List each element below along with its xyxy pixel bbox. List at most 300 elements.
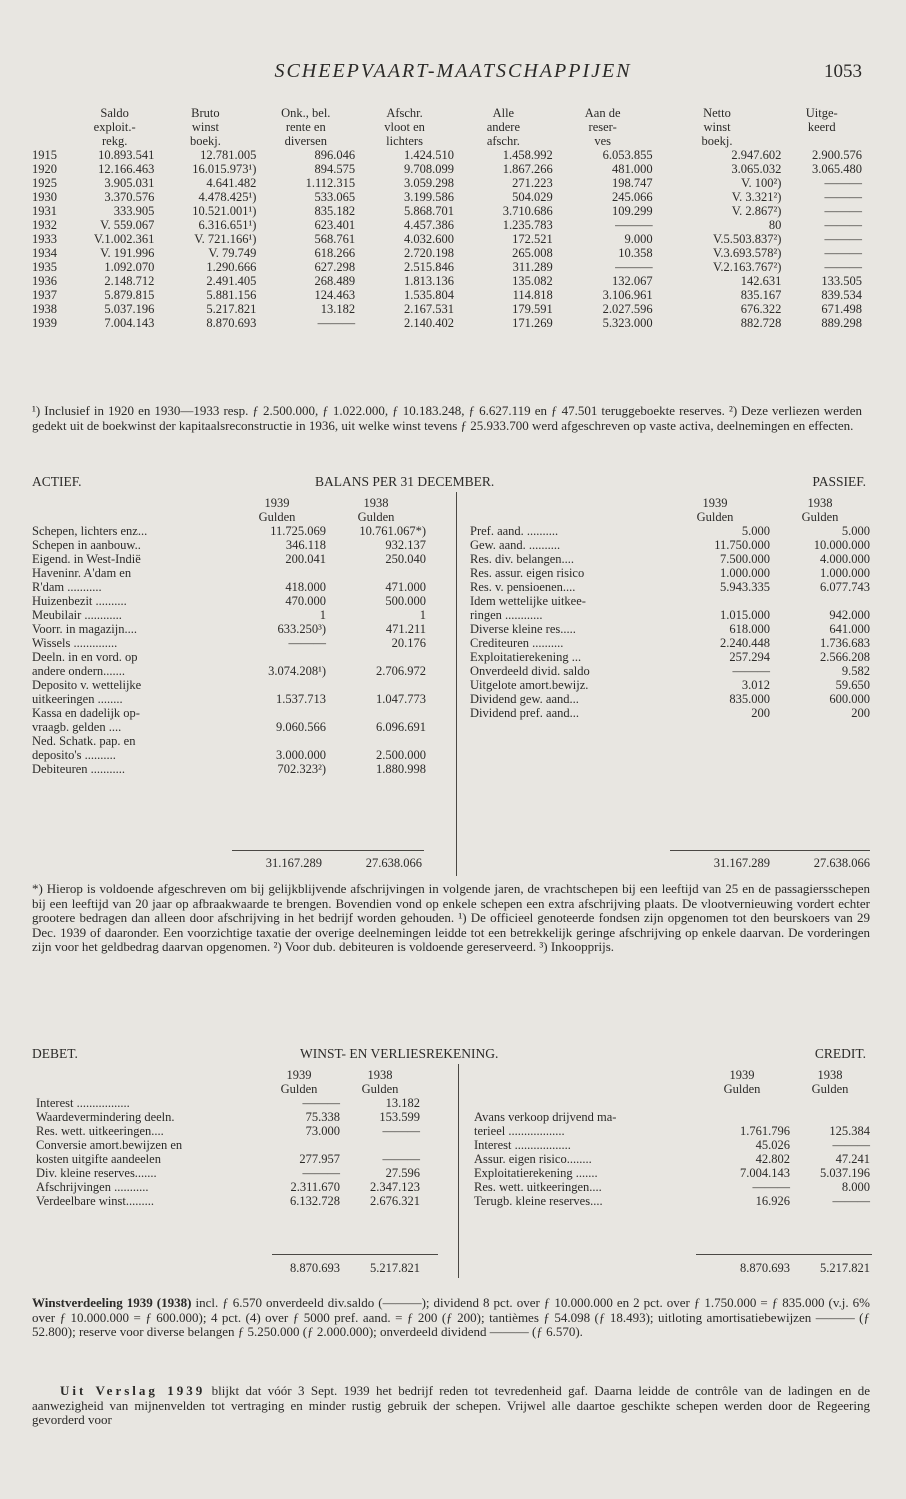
- credit-table: [474, 1068, 870, 1208]
- year-cell: 1934: [32, 246, 57, 260]
- value-cell: V. 2.867²): [731, 204, 782, 218]
- item-label: Ned. Schatk. pap. en: [32, 734, 136, 748]
- value-1939: [228, 706, 326, 720]
- col-year-1939: 1939: [286, 1068, 312, 1082]
- value-1938: 250.040: [385, 552, 426, 566]
- value-cell: 80: [768, 218, 782, 232]
- item-label: Idem wettelijke uitkee-: [470, 594, 586, 608]
- value-cell: 2.900.576: [812, 148, 862, 162]
- value-1938: 932.137: [385, 538, 426, 552]
- balance-footnote: *) Hierop is voldoende afgeschreven om bij gelijkblijvende afschrijvingen in volgende jaren, de vrachtschepen bij een leeftijd van 25 en de passagiersschepen bij een leeftijd van 20 jaar op afbraakwaarde te brengen. Bovendien vond op enkele schepen een extra afschrijving plaats. De vlootvernieuwing vordert echter grootere bedragen dan alleen door afschrijving in het bedrijf worden gehouden. ¹) De officieel genoteerde fondsen zijn opgenomen tot den beurskoers van 29 Dec. 1939 of daaronder. Een voorzichtige taxatie der overige deelnemingen leidde tot een betrekkelijk geringe afschrijving op enkele daarvan. De vorderingen zijn voor het geldbedrag daarvan opgenomen. ²) Voor dub. debiteuren is voldoende gereserveerd. ³) Inkoopprijs.: [32, 881, 870, 955]
- value-cell: 16.015.973¹): [192, 162, 257, 176]
- table-row: [32, 524, 426, 538]
- item-label: Eigend. in West-Indië: [32, 552, 141, 566]
- value-1939: 1.015.000: [720, 608, 770, 622]
- value-1938: ———: [382, 1124, 420, 1138]
- value-cell: 311.289: [512, 260, 553, 274]
- value-cell: 5.217.821: [206, 302, 257, 316]
- table-row: [470, 538, 870, 552]
- value-cell: 10.521.001¹): [192, 204, 257, 218]
- value-1939: 200.041: [285, 552, 326, 566]
- credit-total-1939: 8.870.693: [740, 1261, 790, 1275]
- value-cell: V. 191.996: [100, 246, 155, 260]
- value-1939: [228, 678, 326, 692]
- table-row: [474, 1124, 870, 1138]
- value-1939: 45.026: [755, 1138, 790, 1152]
- table-row: [36, 1124, 420, 1138]
- value-1938: [770, 594, 870, 608]
- value-1939: 2.240.448: [720, 636, 770, 650]
- value-cell: ———: [824, 190, 862, 204]
- value-1938: 1.000.000: [820, 566, 870, 580]
- table-row: [470, 692, 870, 706]
- item-label: Dividend gew. aand...: [470, 692, 579, 706]
- value-cell: 12.781.005: [200, 148, 257, 162]
- item-label: Interest .................: [36, 1096, 130, 1110]
- value-1939: 16.926: [755, 1194, 790, 1208]
- value-cell: 1.867.266: [502, 162, 553, 176]
- value-cell: 1.535.804: [403, 288, 454, 302]
- column-header: rekg.: [101, 134, 128, 148]
- table-row: [32, 204, 862, 218]
- value-cell: 504.029: [512, 190, 553, 204]
- value-1938: 4.000.000: [820, 552, 870, 566]
- column-header: Uitge-: [805, 106, 838, 120]
- item-label: Pref. aand. ..........: [470, 524, 559, 538]
- value-1938: 20.176: [391, 636, 426, 650]
- table-row: [474, 1166, 870, 1180]
- table-row: [32, 162, 862, 176]
- table-row: [32, 650, 426, 664]
- table-row: [32, 552, 426, 566]
- stats-header-row: [32, 134, 862, 148]
- value-cell: 2.167.531: [403, 302, 454, 316]
- table-row: [32, 734, 426, 748]
- value-cell: 889.298: [821, 316, 862, 330]
- table-row: [470, 650, 870, 664]
- table-row: [32, 274, 862, 288]
- column-header: boekj.: [189, 134, 221, 148]
- value-1939: 9.060.566: [276, 720, 326, 734]
- value-1939: 42.802: [755, 1152, 790, 1166]
- stats-header-row: [32, 106, 862, 120]
- value-cell: 172.521: [512, 232, 553, 246]
- value-cell: 7.004.143: [104, 316, 155, 330]
- item-label: ringen ............: [470, 608, 543, 622]
- value-1939: 277.957: [299, 1152, 340, 1166]
- value-1939: 11.750.000: [714, 538, 770, 552]
- value-cell: 5.323.000: [602, 316, 653, 330]
- table-row: [36, 1110, 420, 1124]
- item-label: Res. div. belangen....: [470, 552, 575, 566]
- actief-table: [32, 496, 426, 776]
- table-row: [32, 232, 862, 246]
- value-cell: 4.478.425¹): [198, 190, 257, 204]
- value-1938: 27.596: [385, 1166, 420, 1180]
- value-cell: 676.322: [740, 302, 782, 316]
- value-1938: 471.211: [385, 622, 426, 636]
- value-cell: 1.092.070: [104, 260, 155, 274]
- value-cell: 568.761: [314, 232, 356, 246]
- table-row: [32, 176, 862, 190]
- value-1938: ———: [832, 1194, 870, 1208]
- value-cell: V.2.163.767²): [712, 260, 782, 274]
- item-label: Res. assur. eigen risico: [470, 566, 585, 580]
- year-cell: 1930: [32, 190, 57, 204]
- debet-total-1938: 5.217.821: [370, 1261, 420, 1275]
- item-label: deposito's ..........: [32, 748, 116, 762]
- actief-total-1938: 27.638.066: [365, 856, 422, 870]
- table-row: [32, 288, 862, 302]
- value-cell: 171.269: [512, 316, 553, 330]
- stats-header-row: [32, 120, 862, 134]
- value-cell: 3.059.298: [403, 176, 454, 190]
- debet-total-rule: [272, 1254, 438, 1255]
- column-header: Netto: [703, 106, 731, 120]
- value-1939: 3.012: [741, 678, 770, 692]
- value-1939: 418.000: [285, 580, 326, 594]
- col-unit: Gulden: [357, 510, 395, 524]
- passief-table: [470, 496, 870, 720]
- value-1938: [326, 650, 426, 664]
- col-unit: Gulden: [801, 510, 839, 524]
- item-label: Verdeelbare winst.........: [36, 1194, 155, 1208]
- value-cell: 1.458.992: [502, 148, 553, 162]
- value-1939: 3.000.000: [276, 748, 326, 762]
- col-year-1938: 1938: [367, 1068, 393, 1082]
- value-cell: 245.066: [611, 190, 653, 204]
- table-row: [474, 1194, 870, 1208]
- balance-passief-head: PASSIEF.: [812, 474, 866, 489]
- table-row: [36, 1138, 420, 1152]
- value-cell: 10.893.541: [98, 148, 155, 162]
- value-cell: 3.065.032: [731, 162, 782, 176]
- value-1939: 2.311.670: [290, 1180, 340, 1194]
- value-cell: 1.813.136: [403, 274, 454, 288]
- value-cell: 4.457.386: [403, 218, 454, 232]
- value-cell: 1.290.666: [206, 260, 257, 274]
- value-cell: V. 79.749: [208, 246, 257, 260]
- value-cell: 1.112.315: [305, 176, 356, 190]
- table-row: [32, 190, 862, 204]
- value-1938: 153.599: [379, 1110, 420, 1124]
- winstverdeeling-paragraph: [32, 1296, 870, 1340]
- value-cell: 882.728: [740, 316, 782, 330]
- value-1939: 3.074.208¹): [268, 664, 326, 678]
- value-cell: ———: [824, 218, 862, 232]
- value-cell: 124.463: [314, 288, 356, 302]
- table-row: [32, 302, 862, 316]
- table-row: [32, 316, 862, 330]
- table-row: [36, 1096, 420, 1110]
- table-row: [32, 636, 426, 650]
- value-cell: ———: [824, 246, 862, 260]
- value-1939: 633.250³): [277, 622, 326, 636]
- item-label: Diverse kleine res.....: [470, 622, 576, 636]
- passief-total-rule: [670, 850, 870, 851]
- value-1938: 13.182: [385, 1096, 420, 1110]
- value-cell: 179.591: [512, 302, 553, 316]
- item-label: Huizenbezit ..........: [32, 594, 127, 608]
- value-1938: 641.000: [829, 622, 870, 636]
- table-row: [470, 552, 870, 566]
- value-cell: 3.710.686: [502, 204, 553, 218]
- table-row: [32, 678, 426, 692]
- value-cell: V.5.503.837²): [712, 232, 782, 246]
- value-1939: ———: [302, 1166, 340, 1180]
- value-1939: [228, 734, 326, 748]
- table-row: [32, 748, 426, 762]
- table-row: [32, 720, 426, 734]
- value-1939: 1: [319, 608, 326, 622]
- value-1938: 942.000: [829, 608, 870, 622]
- item-label: Schepen, lichters enz...: [32, 524, 148, 538]
- value-cell: 8.870.693: [206, 316, 257, 330]
- value-cell: 10.358: [618, 246, 653, 260]
- value-cell: 333.905: [113, 204, 155, 218]
- year-cell: 1937: [32, 288, 57, 302]
- value-cell: 671.498: [821, 302, 862, 316]
- value-1938: [326, 734, 426, 748]
- value-1939: 470.000: [285, 594, 326, 608]
- table-row: [470, 594, 870, 608]
- column-header: Bruto: [191, 106, 220, 120]
- value-1939: 1.000.000: [720, 566, 770, 580]
- passief-total-1939: 31.167.289: [713, 856, 770, 870]
- item-label: Afschrijvingen ...........: [36, 1180, 149, 1194]
- item-label: Conversie amort.bewijzen en: [36, 1138, 183, 1152]
- table-row: [36, 1166, 420, 1180]
- value-cell: V.3.693.578²): [712, 246, 782, 260]
- table-row: [32, 706, 426, 720]
- value-1938: 500.000: [385, 594, 426, 608]
- balance-title: BALANS PER 31 DECEMBER.: [315, 474, 495, 489]
- value-1939: 7.004.143: [740, 1166, 790, 1180]
- col-unit: Gulden: [258, 510, 296, 524]
- value-1939: 200: [751, 706, 770, 720]
- item-label: Terugb. kleine reserves....: [474, 1194, 603, 1208]
- value-1938: 200: [851, 706, 870, 720]
- value-cell: 6.053.855: [602, 148, 653, 162]
- item-label: Deeln. in en vord. op: [32, 650, 138, 664]
- value-cell: ———: [824, 260, 862, 274]
- year-cell: 1936: [32, 274, 57, 288]
- value-1938: 1.880.998: [376, 762, 426, 776]
- value-cell: ———: [824, 204, 862, 218]
- value-1939: 11.725.069: [270, 524, 326, 538]
- value-1938: [326, 706, 426, 720]
- column-header: andere: [486, 120, 520, 134]
- value-1939: [660, 594, 770, 608]
- value-cell: 835.182: [314, 204, 356, 218]
- column-header: Saldo: [100, 106, 129, 120]
- credit-total-rule: [696, 1254, 872, 1255]
- value-cell: 3.106.961: [602, 288, 653, 302]
- winst-credit-head: CREDIT.: [814, 1046, 866, 1061]
- year-cell: 1939: [32, 316, 57, 330]
- value-cell: 271.223: [512, 176, 553, 190]
- value-1939: 5.943.335: [720, 580, 770, 594]
- winst-debet-head: DEBET.: [32, 1046, 78, 1061]
- value-cell: 2.515.846: [403, 260, 454, 274]
- value-1939: [228, 650, 326, 664]
- winstverdeeling-text: incl. ƒ 6.570 onverdeeld div.saldo (———); dividend 8 pct. over ƒ 10.000.000 en 2 pct. over ƒ 1.750.000 = ƒ 835.000 (v.j. 6% over ƒ 10.000.000 = ƒ 600.000); 4 pct. (4) over ƒ 5000 pref. aand. = ƒ 200 (ƒ 200); tantièmes ƒ 54.098 (ƒ 18.493); uitloting amortisatiebewijzen ——— (ƒ 52.800); reserve voor diverse belangen ƒ 5.250.000 (ƒ 2.000.000); onverdeeld dividend ——— (ƒ 6.570).: [32, 1295, 870, 1340]
- value-cell: 142.631: [740, 274, 782, 288]
- column-header: Afschr.: [386, 106, 423, 120]
- table-row: [32, 692, 426, 706]
- balance-divider: [456, 492, 457, 876]
- table-row: [32, 148, 862, 162]
- value-cell: ———: [615, 260, 653, 274]
- table-row: [32, 218, 862, 232]
- col-unit: Gulden: [280, 1082, 318, 1096]
- item-label: kosten uitgifte aandeelen: [36, 1152, 161, 1166]
- value-1939: 1.537.713: [276, 692, 326, 706]
- table-row: [32, 762, 426, 776]
- col-year-1938: 1938: [363, 496, 389, 510]
- value-1938: 600.000: [829, 692, 870, 706]
- value-cell: 3.199.586: [403, 190, 454, 204]
- value-cell: ———: [615, 218, 653, 232]
- value-1938: 9.582: [841, 664, 870, 678]
- year-cell: 1938: [32, 302, 57, 316]
- value-cell: 135.082: [512, 274, 553, 288]
- value-cell: 835.167: [740, 288, 782, 302]
- value-cell: 2.027.596: [602, 302, 653, 316]
- column-header: Alle: [492, 106, 515, 120]
- value-cell: V. 3.321²): [731, 190, 782, 204]
- table-row: [32, 580, 426, 594]
- table-row: [474, 1152, 870, 1166]
- column-header: keerd: [807, 120, 836, 134]
- value-cell: 1.424.510: [403, 148, 454, 162]
- value-cell: 9.000: [624, 232, 653, 246]
- stats-table: [32, 106, 862, 330]
- value-1939: 7.500.000: [720, 552, 770, 566]
- passief-total-1938: 27.638.066: [813, 856, 870, 870]
- value-cell: 533.065: [314, 190, 356, 204]
- item-label: Debiteuren ...........: [32, 762, 126, 776]
- value-1938: 471.000: [385, 580, 426, 594]
- value-cell: 4.032.600: [403, 232, 454, 246]
- value-1938: [326, 566, 426, 580]
- column-header: lichters: [386, 134, 423, 148]
- value-cell: 2.720.198: [403, 246, 454, 260]
- item-label: vraagb. gelden ....: [32, 720, 122, 734]
- item-label: andere ondern.......: [32, 664, 126, 678]
- value-1939: 1.761.796: [740, 1124, 790, 1138]
- winst-divider: [458, 1064, 459, 1278]
- table-row: [470, 678, 870, 692]
- value-cell: 268.489: [314, 274, 356, 288]
- value-cell: V.1.002.361: [93, 232, 155, 246]
- col-unit: Gulden: [696, 510, 734, 524]
- value-1939: 618.000: [729, 622, 770, 636]
- col-unit: Gulden: [723, 1082, 761, 1096]
- value-cell: 3.905.031: [104, 176, 155, 190]
- item-label: Div. kleine reserves.......: [36, 1166, 157, 1180]
- value-1938: 6.077.743: [820, 580, 870, 594]
- item-label: Schepen in aanbouw..: [32, 538, 141, 552]
- value-cell: 623.401: [314, 218, 356, 232]
- value-1938: 10.000.000: [813, 538, 870, 552]
- value-1938: 5.000: [841, 524, 870, 538]
- year-cell: 1935: [32, 260, 57, 274]
- value-1938: 59.650: [835, 678, 870, 692]
- value-1938: 5.037.196: [820, 1166, 870, 1180]
- item-label: Interest ..................: [474, 1138, 571, 1152]
- debet-table: [36, 1068, 420, 1208]
- value-cell: 5.881.156: [206, 288, 257, 302]
- value-cell: 2.947.602: [731, 148, 782, 162]
- table-row: [470, 664, 870, 678]
- value-cell: 5.879.815: [104, 288, 155, 302]
- winstverdeeling-label: Winstverdeeling 1939 (1938): [32, 1295, 192, 1310]
- table-row: [32, 622, 426, 636]
- balance-actief-head: ACTIEF.: [32, 474, 82, 489]
- col-year-1939: 1939: [729, 1068, 755, 1082]
- item-label: Exploitatierekening .......: [474, 1166, 598, 1180]
- value-1939: ———: [752, 1180, 790, 1194]
- table-row: [470, 622, 870, 636]
- value-cell: 1.235.783: [502, 218, 553, 232]
- year-cell: 1915: [32, 148, 57, 162]
- item-label: Res. v. pensioenen....: [470, 580, 576, 594]
- table-row: [32, 664, 426, 678]
- value-1938: 1.736.683: [820, 636, 870, 650]
- table-row: [32, 246, 862, 260]
- verslag-text: blijkt dat vóór 3 Sept. 1939 het bedrijf reden tot tevredenheid gaf. Daarna leidde de contrôle van de ladingen en de aanwezigheid van mijnenvelden tot vertraging en minder rustig gebruik der schepen. Vrijwel alle daartoe geschikte schepen werden door de Regeering gevorderd voor: [32, 1383, 870, 1428]
- table-row: [470, 608, 870, 622]
- value-1939: 6.132.728: [290, 1194, 340, 1208]
- value-cell: 5.037.196: [104, 302, 155, 316]
- value-cell: 114.818: [512, 288, 553, 302]
- table-row: [32, 566, 426, 580]
- column-header: afschr.: [486, 134, 520, 148]
- credit-total-1938: 5.217.821: [820, 1261, 870, 1275]
- column-header: Aan de: [584, 106, 621, 120]
- value-cell: V. 559.067: [100, 218, 155, 232]
- table-row: [474, 1138, 870, 1152]
- value-cell: 3.065.480: [812, 162, 862, 176]
- year-cell: 1932: [32, 218, 57, 232]
- table-row: [470, 566, 870, 580]
- value-1938: 2.706.972: [376, 664, 426, 678]
- item-label: Exploitatierekening ...: [470, 650, 582, 664]
- value-cell: 133.505: [821, 274, 862, 288]
- value-1939: [228, 566, 326, 580]
- value-cell: 627.298: [314, 260, 356, 274]
- verslag-label: Uit Verslag 1939: [60, 1383, 206, 1398]
- value-1938: 6.096.691: [376, 720, 426, 734]
- value-cell: 13.182: [320, 302, 356, 316]
- value-1938: [340, 1138, 420, 1152]
- value-cell: 3.370.576: [104, 190, 155, 204]
- item-label: Crediteuren ..........: [470, 636, 564, 650]
- header-spacer: [32, 120, 75, 134]
- value-1939: 702.323²): [277, 762, 326, 776]
- value-1938: 10.761.067*): [359, 524, 426, 538]
- year-cell: 1920: [32, 162, 57, 176]
- table-row: [470, 706, 870, 720]
- header-spacer: [32, 106, 75, 120]
- table-row: [36, 1194, 420, 1208]
- value-1939: [258, 1138, 340, 1152]
- table-row: [32, 594, 426, 608]
- table-row: [470, 580, 870, 594]
- value-1938: 2.347.123: [370, 1180, 420, 1194]
- actief-total-1939: 31.167.289: [265, 856, 322, 870]
